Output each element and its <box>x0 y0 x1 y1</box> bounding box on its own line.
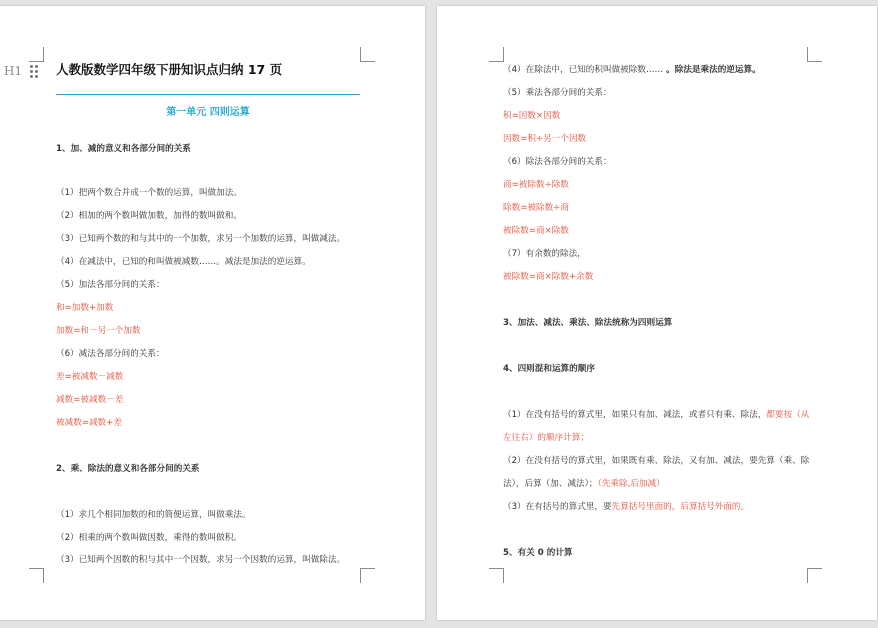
margin-corner-bottom-left <box>489 568 504 583</box>
formula-line[interactable]: 被除数=商×除数 <box>503 226 569 236</box>
text-run-red: （先乘除,后加减） <box>597 479 665 489</box>
paragraph[interactable]: （2）相乘的两个数叫做因数，乘得的数叫做积。 <box>56 533 242 543</box>
section-heading-5[interactable]: 5、有关 0 的计算 <box>503 548 573 558</box>
margin-corner-top-right <box>360 47 375 62</box>
paragraph[interactable]: （5）乘法各部分间的关系： <box>503 88 612 98</box>
paragraph[interactable]: （3）已知两个数的和与其中的一个加数，求另一个加数的运算，叫做减法。 <box>56 234 346 244</box>
section-heading-3[interactable]: 3、加法、减法、乘法、除法统称为四则运算 <box>503 318 673 328</box>
document-page-right <box>437 6 877 620</box>
drag-handle-icon[interactable] <box>30 65 38 78</box>
section-heading-2[interactable]: 2、乘、除法的意义和各部分间的关系 <box>56 464 200 474</box>
paragraph[interactable]: （7）有余数的除法， <box>503 249 586 259</box>
formula-line[interactable]: 被减数=减数+差 <box>56 418 122 428</box>
text-run-red: 先算括号里面的，后算括号外面的。 <box>611 502 750 512</box>
text-run: （4）在除法中，已知的积叫做被除数…… <box>503 65 664 75</box>
formula-line[interactable]: 减数=被减数－差 <box>56 395 124 405</box>
text-run: 法），后算（加、减法）； <box>503 479 598 489</box>
paragraph[interactable] <box>503 501 749 513</box>
paragraph[interactable]: （3）已知两个因数的积与其中一个因数，求另一个因数的运算，叫做除法。 <box>56 555 346 565</box>
margin-corner-bottom-left <box>29 568 44 583</box>
margin-corner-top-right <box>807 47 822 62</box>
heading-level-icon[interactable]: H1 <box>4 64 23 78</box>
paragraph[interactable]: 左往右）的顺序计算； <box>503 433 589 443</box>
margin-corner-bottom-right <box>807 568 822 583</box>
formula-line[interactable]: 积=因数×因数 <box>503 111 561 121</box>
paragraph[interactable] <box>503 478 665 490</box>
section-heading-1[interactable]: 1、加、减的意义和各部分间的关系 <box>56 144 191 154</box>
formula-line[interactable]: 商=被除数÷除数 <box>503 180 569 190</box>
unit-heading[interactable]: 第一单元 四则运算 <box>166 107 250 118</box>
paragraph[interactable]: （6）减法各部分间的关系： <box>56 349 165 359</box>
margin-corner-bottom-right <box>360 568 375 583</box>
document-title[interactable]: 人教版数学四年级下册知识点归纳 17 页 <box>56 62 283 77</box>
document-page-left <box>0 6 425 620</box>
formula-line[interactable]: 加数=和－另一个加数 <box>56 326 141 336</box>
formula-line[interactable]: 和=加数+加数 <box>56 303 114 313</box>
margin-corner-top-left <box>29 47 44 62</box>
paragraph[interactable]: （6）除法各部分间的关系： <box>503 157 612 167</box>
paragraph[interactable] <box>503 64 761 76</box>
title-underline <box>56 94 360 95</box>
paragraph[interactable]: （2）在没有括号的算式里，如果既有乘、除法，又有加、减法，要先算（乘、除 <box>503 456 810 466</box>
formula-line[interactable]: 被除数=商×除数+余数 <box>503 272 594 282</box>
paragraph[interactable] <box>503 409 809 421</box>
paragraph[interactable]: （5）加法各部分间的关系： <box>56 280 165 290</box>
margin-corner-top-left <box>489 47 504 62</box>
formula-line[interactable]: 因数=积÷另一个因数 <box>503 134 587 144</box>
paragraph[interactable]: （1）把两个数合并成一个数的运算，叫做加法。 <box>56 188 242 198</box>
text-run: （1）在没有括号的算式里，如果只有加、减法，或者只有乘、除法， <box>503 410 767 420</box>
heading-gutter <box>4 64 38 78</box>
text-run-red: 都要按（从 <box>766 410 810 420</box>
paragraph[interactable]: （1）求几个相同加数的和的简便运算，叫做乘法。 <box>56 510 251 520</box>
text-run: （3）在有括号的算式里，要 <box>503 502 612 512</box>
paragraph[interactable]: （4）在减法中，已知的和叫做被减数……。减法是加法的逆运算。 <box>56 257 311 267</box>
section-heading-4[interactable]: 4、四则混和运算的顺序 <box>503 364 595 374</box>
formula-line[interactable]: 差=被减数－减数 <box>56 372 124 382</box>
paragraph[interactable]: （2）相加的两个数叫做加数，加得的数叫做和。 <box>56 211 242 221</box>
formula-line[interactable]: 除数=被除数÷商 <box>503 203 569 213</box>
text-run-bold: 。除法是乘法的逆运算。 <box>663 65 761 75</box>
